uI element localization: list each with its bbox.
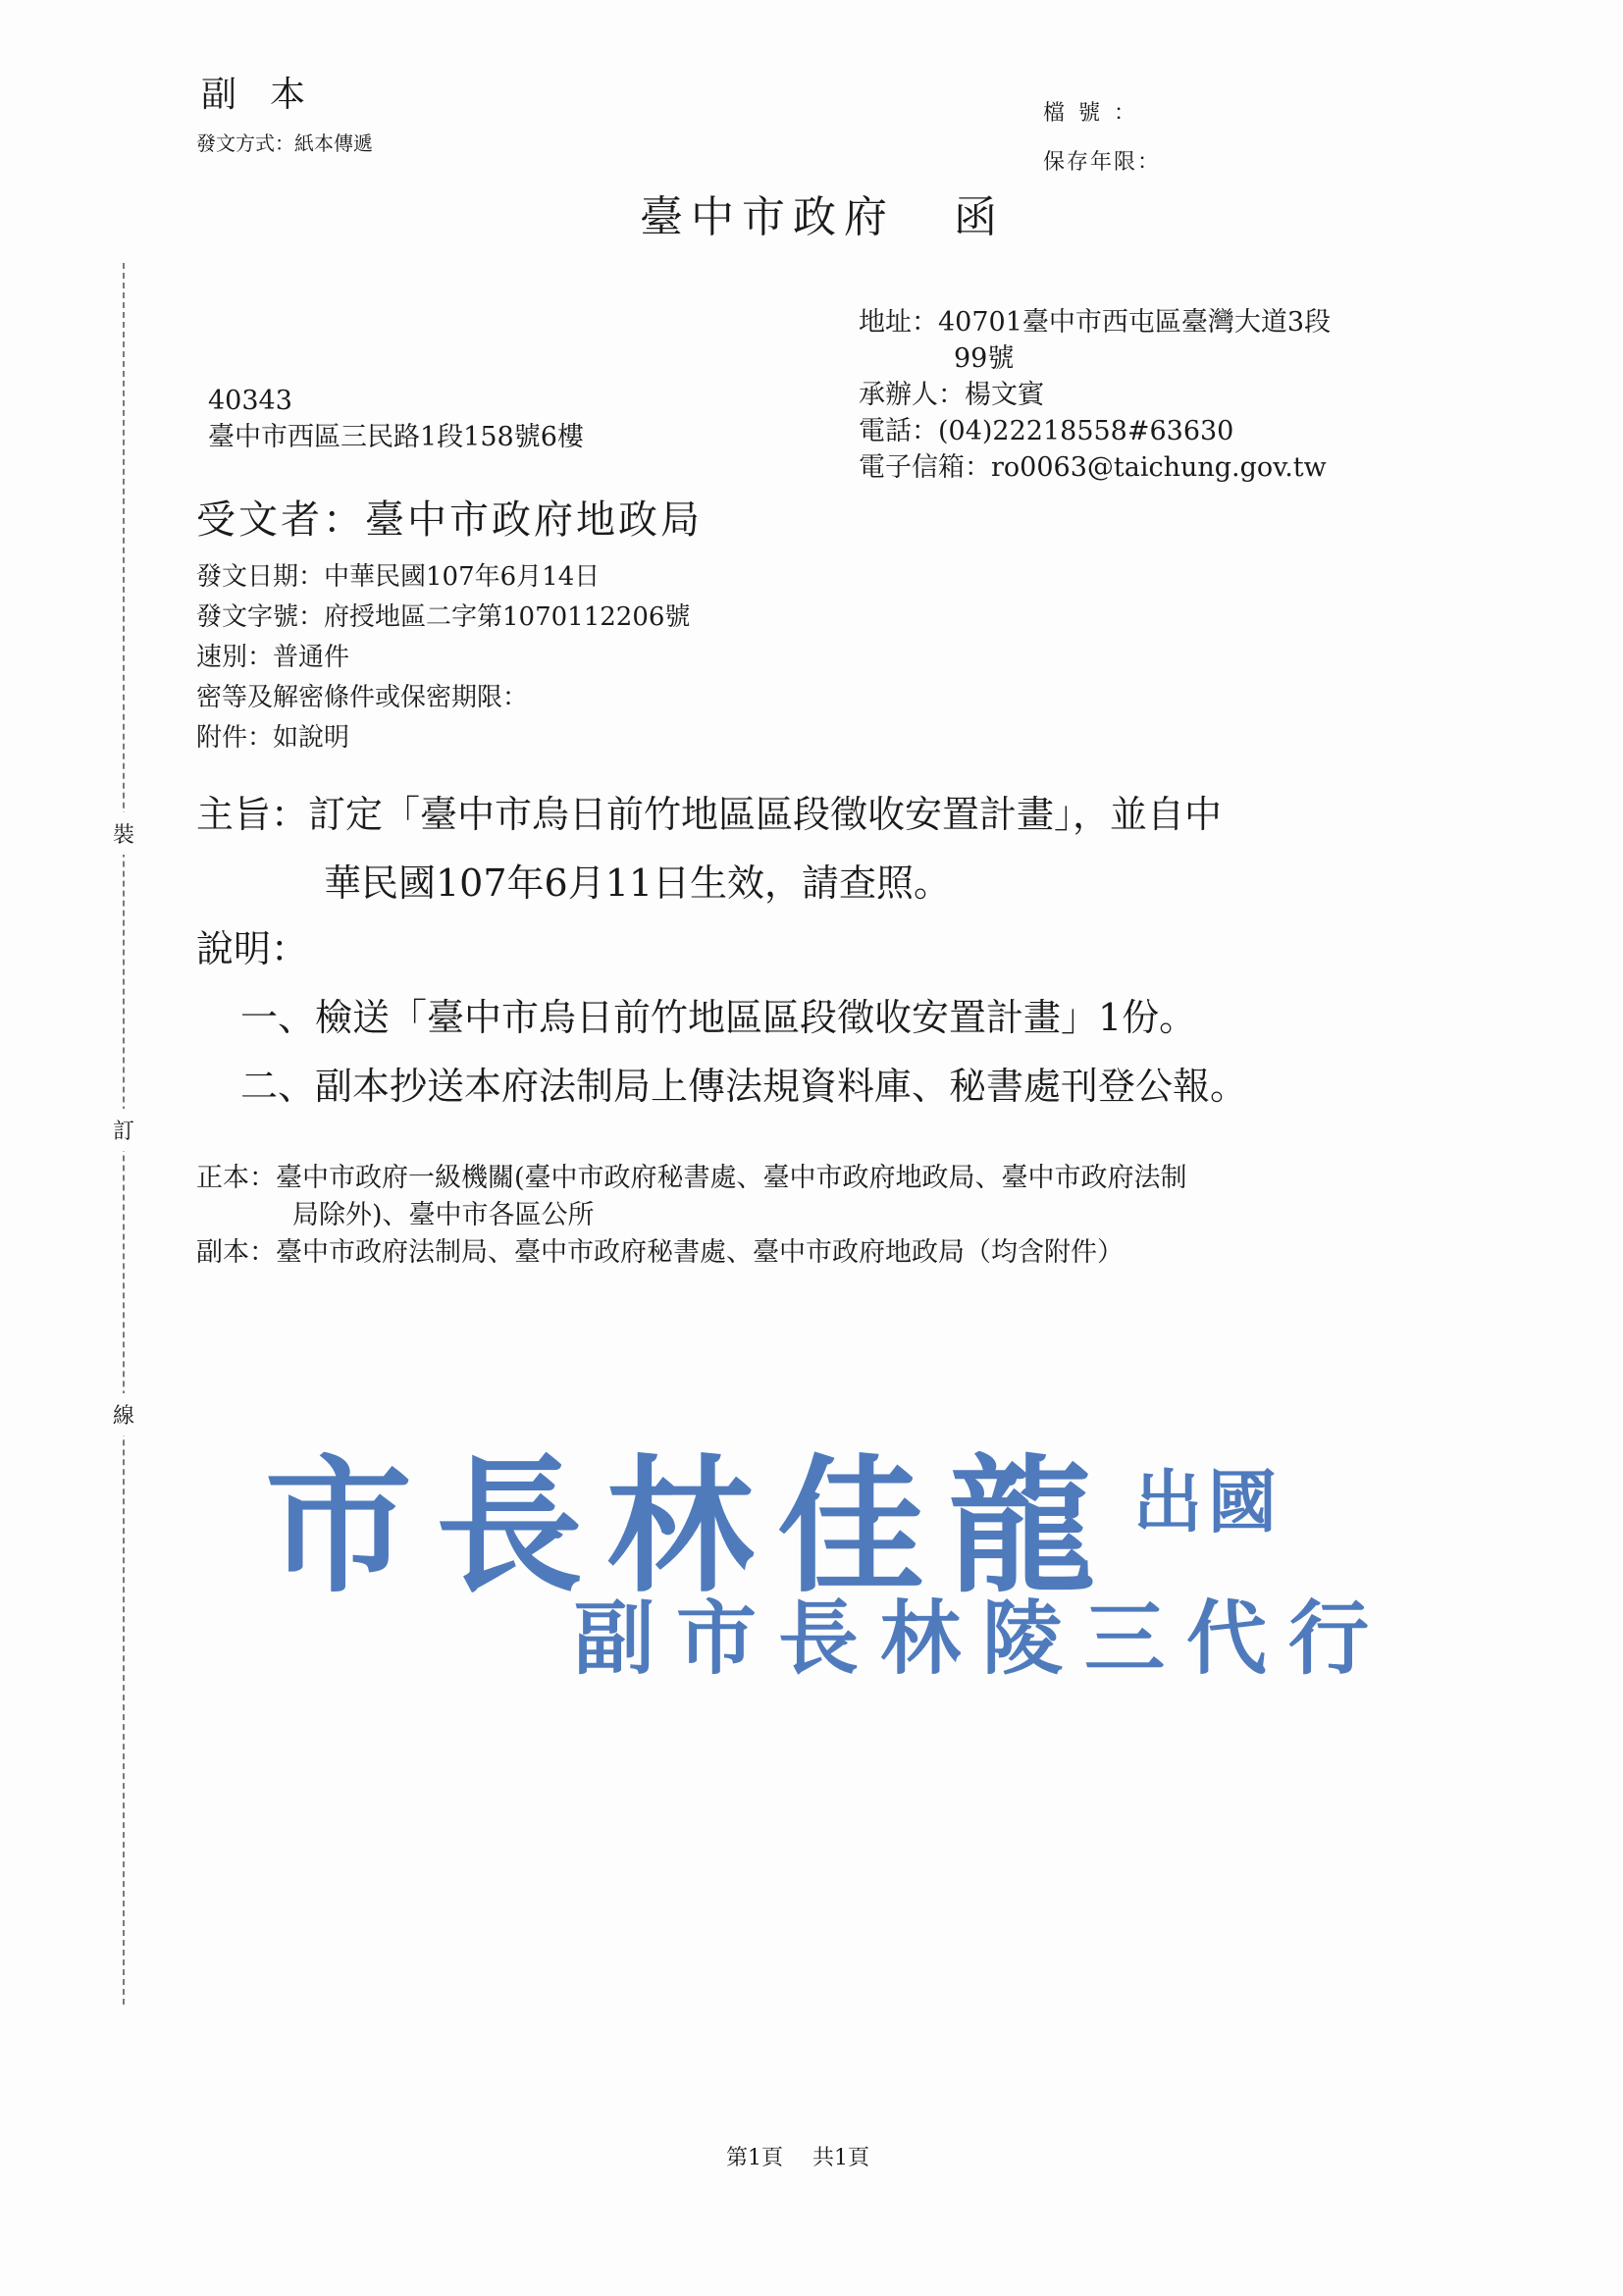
page-number: 第1頁 — [726, 2146, 783, 2170]
explanation-item: 一、檢送「臺中市烏日前竹地區區段徵收安置計畫」1份。 — [240, 996, 1197, 1039]
recipient-address-block — [208, 383, 584, 455]
explanation-heading: 說明： — [196, 927, 309, 970]
page-footer — [726, 2141, 869, 2171]
subject-line: 主旨：訂定「臺中市烏日前竹地區區段徵收安置計畫」，並自中 — [196, 793, 1223, 836]
original-recipients: 正本：臺中市政府一級機關(臺中市政府秘書處、臺中市政府地政局、臺中市政府法制 — [196, 1163, 1187, 1193]
stamp-abroad-note: 出國 — [1133, 1461, 1283, 1542]
document-meta — [196, 557, 690, 758]
document-number: 發文字號：府授地區二字第1070112206號 — [196, 602, 691, 632]
secrecy-level: 密等及解密條件或保密期限： — [196, 683, 529, 712]
distribution-section — [196, 1160, 1187, 1272]
email: 電子信箱：ro0063@taichung.gov.tw — [859, 452, 1327, 483]
issue-date: 發文日期：中華民國107年6月14日 — [196, 562, 601, 592]
receiver: 受文者：臺中市政府地政局 — [196, 497, 703, 543]
explanation-item: 二、副本抄送本府法制局上傳法規資料庫、秘書處刊登公報。 — [240, 1065, 1248, 1108]
explanation-section — [196, 914, 1247, 1121]
recipient-street: 臺中市西區三民路1段158號6樓 — [208, 422, 584, 452]
mayor-seal-stamp — [250, 1388, 1391, 1712]
copy-mark: 副本 — [201, 75, 340, 115]
document-title — [640, 182, 1005, 244]
sender-address: 地址：40701臺中市西屯區臺灣大道3段 — [859, 307, 1332, 338]
handler: 承辦人：楊文賓 — [859, 380, 1044, 410]
speed-class: 速別：普通件 — [196, 643, 350, 672]
document-type: 函 — [954, 192, 1005, 242]
page-total: 共1頁 — [812, 2146, 869, 2170]
recipient-zip: 40343 — [208, 386, 292, 416]
file-number-label: 檔號： — [1043, 101, 1150, 126]
send-method: 發文方式：紙本傳遞 — [196, 131, 373, 155]
sender-contact-block — [859, 304, 1331, 486]
retention-period-label: 保存年限： — [1043, 150, 1162, 175]
attachment: 附件：如說明 — [196, 723, 350, 753]
stamp-deputy-name: 副市長林陵三代行 — [574, 1592, 1391, 1686]
binding-char-xian: 線 — [108, 1393, 139, 1435]
binding-char-ding: 訂 — [108, 1109, 139, 1151]
phone: 電話：(04)22218558#63630 — [859, 416, 1234, 446]
binding-char-zhuang: 裝 — [108, 812, 139, 855]
issuing-organization: 臺中市政府 — [640, 192, 895, 242]
original-recipients-cont: 局除外)、臺中市各區公所 — [292, 1200, 595, 1230]
sender-address-cont: 99號 — [954, 343, 1015, 374]
subject-line-cont: 華民國107年6月11日生效，請查照。 — [324, 861, 952, 905]
subject-section — [196, 780, 1222, 917]
copy-recipients: 副本：臺中市政府法制局、臺中市政府秘書處、臺中市政府地政局（均含附件） — [196, 1237, 1124, 1268]
stamp-mayor-name: 市長林佳龍 — [265, 1440, 1120, 1613]
